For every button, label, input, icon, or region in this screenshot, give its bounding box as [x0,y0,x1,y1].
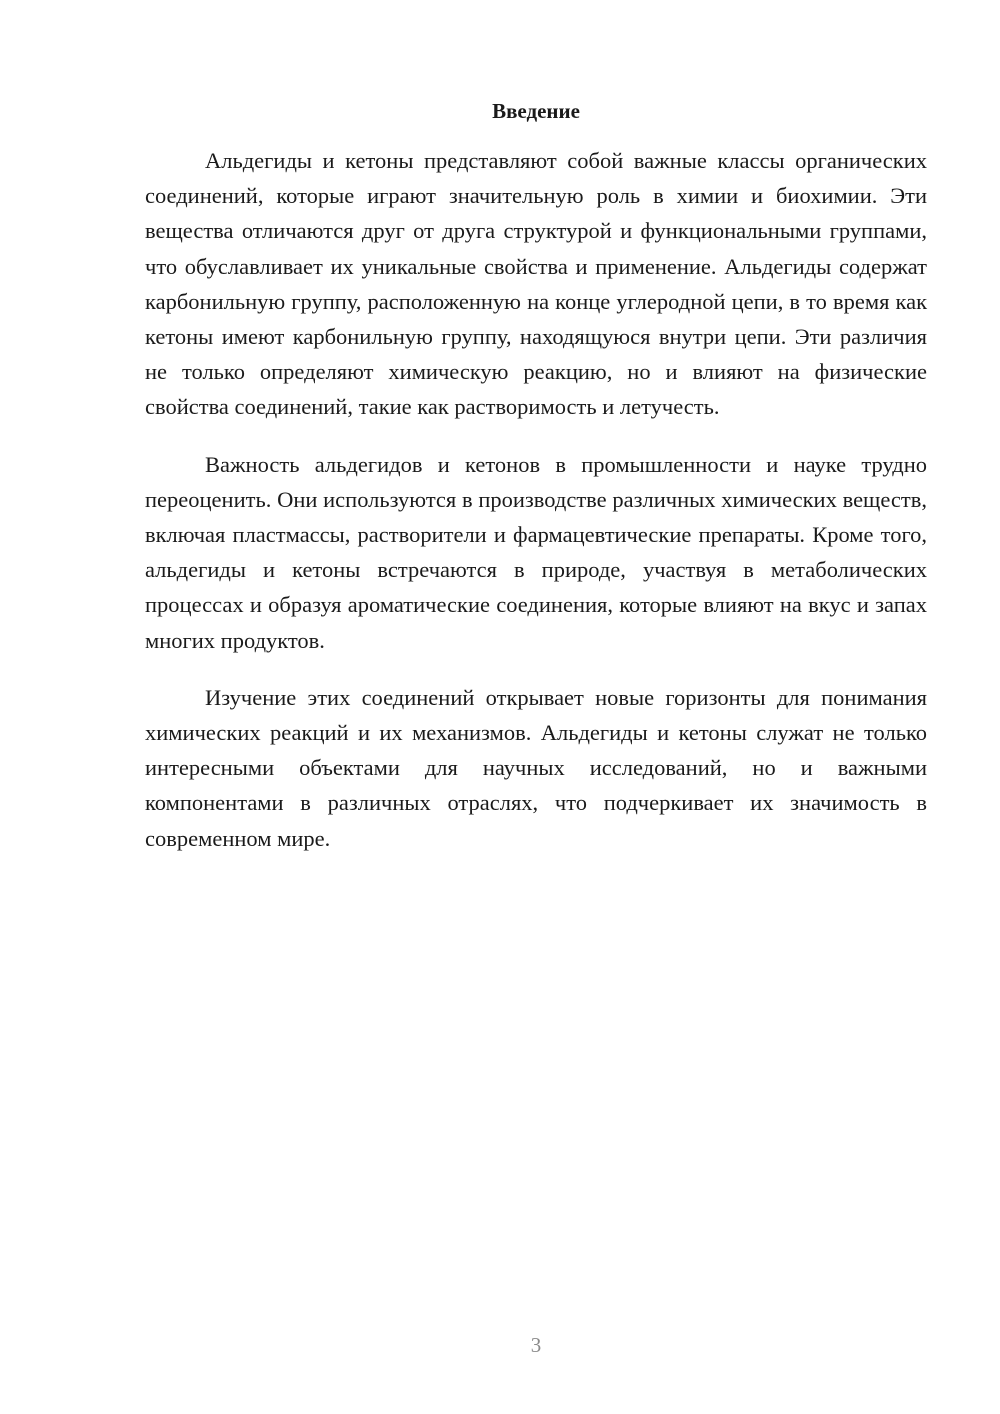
page-number: 3 [530,1333,542,1357]
paragraph-2: Важность альдегидов и кетонов в промышленности и науке трудно переоценить. Они используются в производстве различных химических веществ, включая пластмассы, растворители и фармацевтические препараты. Кроме того, альдегиды и кетоны встречаются в природе, участвуя в метаболических процессах и образуя ароматические соединения, которые влияют на вкус и запах многих продуктов. [145,451,927,653]
paragraph-1: Альдегиды и кетоны представляют собой важные классы органических соединений, которые играют значительную роль в химии и биохимии. Эти вещества отличаются друг от друга структурой и функциональными группами, что обуславливает их уникальные свойства и применение. Альдегиды содержат карбонильную группу, расположенную на конце углеродной цепи, в то время как кетоны имеют карбонильную группу, находящуюся внутри цепи. Эти различия не только определяют химическую реакцию, но и влияют на физические свойства соединений, такие как растворимость и летучесть. [145,148,927,420]
section-title: Введение [492,99,580,123]
paragraph-3: Изучение этих соединений открывает новые горизонты для понимания химических реакций и их механизмов. Альдегиды и кетоны служат не только интересными объектами для научных исследований, но и важными компонентами в различных отраслях, что подчеркивает их значимость в современном мире. [145,684,927,851]
section-body [145,143,927,878]
